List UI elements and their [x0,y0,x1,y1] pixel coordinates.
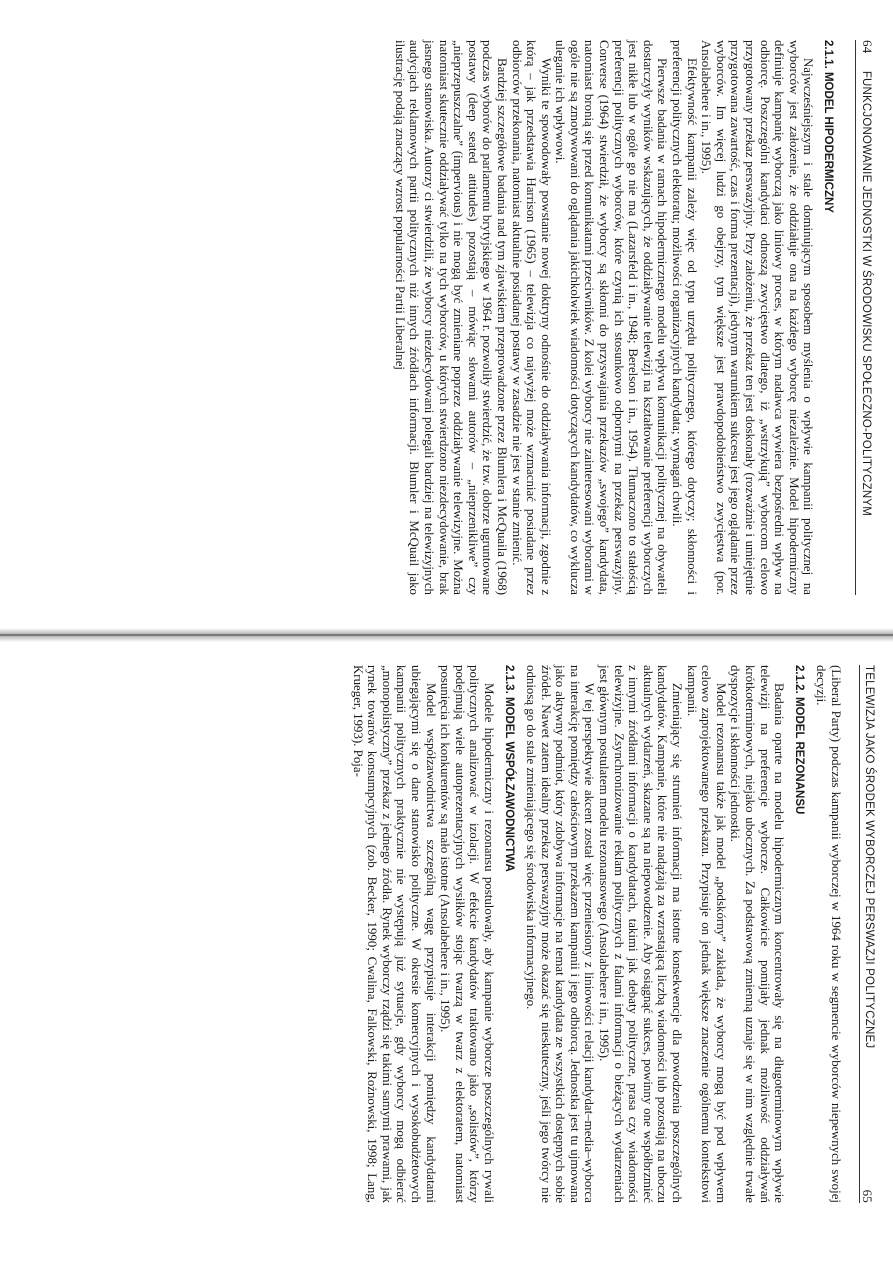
resonance-paragraph-2: Model rezonansu także jak model „podskórny” zakłada, że wyborcy mogą być pod wpływem celowo zaprojektowanego przekazu. Przypisuje on jednak większe znaczenie ogólnemu kontekstowi kampanii. [684,665,728,1203]
competition-paragraph-2: Model współzawodnictwa szczególną wagę przypisuje interakcji pomiędzy kandydatami ubiegającymi się o dane stanowisko polityczne. W okresie komercyjnych i wysokobudżetowych kampanii politycznych praktycznie nie występują już sytuacje, gdy wyborcy mogą odbierać „monopolistyczny” przekaz z jednego źródła. Rynek wyborczy rządzi się takimi samymi prawami, jak rynek towarów konsumpcyjnych (zob. Becker, 1990; Cwalina, Falkowski, Rożnowski, 1998; Lang, Krueger, 1993). Poja- [350,665,438,1203]
left-paragraph-4: Wyniki te spowodowały powstanie nowej doktryny odnośnie do oddziaływania informacji, zgodnie z którą – jak przedstawia Harrison (1965) – telewizja co najwyżej może wzmacniać posiadane przez odbiorców przekonania, natomiast aktualnie posiadanej postawy w zasadzie nie jest w stanie zmienić. [509,40,553,595]
section-heading-hypodermic: 2.1.1. MODEL HIPODERMICZNY [822,40,834,213]
section-heading-competition: 2.1.3. MODEL WSPÓŁZAWODNICTWA [502,665,515,872]
left-paragraph-3: Pierwsze badania w ramach hipodermicznego modelu wpływu komunikacji politycznej na obywateli dostarczyły wyników wskazujących, że oddziaływanie telewizji na kształtowanie preferencji wyborczych jest nikłe lub w ogóle go nie ma (Lazarsfeld i in., 1948; Berelson i in., 1954). Tłumaczono to stałością preferencji politycznych wyborców, które czynią ich stosunkowo odpornymi na przekaz perswazyjny. Converse (1964) stwierdził, że wyborcy są skłonni do przyswajania przekazów „swojego” kandydata, natomiast bronią się przed komunikatami przeciwników. Z kolei wyborcy nie zainteresowani wyborami w ogóle nie są zmotywowani do oglądania jakichkolwiek wiadomości dotyczących kandydatów, co wyklucza uleganie ich wpływowi. [553,40,670,595]
section-heading-resonance: 2.1.2. MODEL REZONANSU [792,665,805,815]
book-gutter [0,628,893,642]
right-running-head [859,665,875,1203]
left-running-head-text: FUNKCJONOWANIE JEDNOSTKI W ŚRODOWISKU SPOŁECZNO-POLITYCZNYM [860,70,872,517]
competition-paragraph-1: Modele hipodermiczny i rezonansu postulowały, aby kampanie wyborcze poszczególnych rywali politycznych analizować w izolacji. W efekcie kandydatów traktowano jako „solistów”, którzy podejmują wiele autoprezentacyjnych wysiłków stojąc twarzą w twarz z elektoratem, natomiast posunięcia ich konkurentów są mało istotne (Ansolabehere i in., 1995). [438,665,496,1203]
left-page [0,0,893,625]
resonance-paragraph-3: Zmieniający się strumień informacji ma istotne konsekwencje dla powodzenia poszczególnych kandydatów. Kampanie, które nie nadążają za wzrastającą liczbą wiadomości lub pozostają na uboczu aktualnych wydarzeń, skazane są na niepowodzenie. Aby osiągnąć sukces, powinny one współbrzmieć z innymi źródłami informacji o kandydatach, takimi jak debaty polityczne, prasa czy wiadomości telewizyjne. Zsynchronizowanie reklam politycznych z falami informacji o bieżących wydarzeniach jest głównym postulatem modelu rezonansowego (Ansolabehere i in., 1995). [597,665,685,1203]
resonance-paragraph-1: Badania oparte na modelu hipodermicznym koncentrowały się na długoterminowym wpływie telewizji na preferencje wyborcze. Całkowicie pomijały jednak możliwość oddziaływań krótkoterminowych, niejako ubocznych. Za podstawową zmienną uznaje się w nim względnie trwałe dyspozycje i skłonności jednostki. [728,665,787,1203]
right-page-body [350,665,843,1203]
left-paragraph-5: Bardziej szczegółowe badania nad tym zjawiskiem przeprowadzone przez Blumlera i McQuaila (1968) podczas wyborów do parlamentu brytyjskiego w 1964 r. pozwoliły stwierdzić, że tzw. dobrze ugruntowane postawy (deep seated attitudes) pozostają – mówiąc słowami autorów – „nieprzenikliwe” czy „nieprzepuszczalne” (impervious) i nie mogą być zmieniane poprzez oddziaływanie telewizyjne. Można natomiast skutecznie oddziaływać tylko na tych wyborców, u których stwierdzono niezdecydowanie, brak jasnego stanowiska. Autorzy ci stwierdzili, że wyborcy niezdecydowani polegali bardziej na telewizyjnych audycjach reklamowych partii politycznych niż innych źródłach informacji. Blumler i McQuail jako ilustrację podają znaczący wzrost popularności Partii Liberalnej [392,40,509,595]
left-page-number: 64 [860,40,875,54]
left-paragraph-1: Najwcześniejszym i stale dominującym sposobem myślenia o wpływie kampanii politycznej na wyborców jest założenie, że oddziałuje ona na każdego wyborcę niezależnie. Model hipodermiczny definiuje kampanię wyborczą jako liniowy proces, w którym nadawca wywiera bezpośredni wpływ na odbiorcę. Poszczególni kandydaci odnoszą zwycięstwo dlatego, iż „wstrzykują” wyborcom celowo przygotowany przekaz perswazyjny. Przy założeniu, że przekaz ten jest doskonały (rozważnie i umiejętnie przygotowana zawartość, czas i forma prezentacji), jedynym warunkiem sukcesu jest jego oglądanie przez wyborców. Im więcej ludzi go obejrzy, tym większe jest prawdopodobieństwo zwycięstwa (por. Ansolabehere i in., 1995). [699,40,816,595]
resonance-paragraph-4: W tej perspektywie akcent został więc przeniesiony z liniowości relacji kandydat–media–wyborca na interakcję pomiędzy całościowym przekazem kampanii i jego odbiorcą. Jednostka jest tu ujmowana jako aktywny podmiot, który zdobywa informacje na temat kandydata ze wszystkich dostępnych sobie źródeł. Nawet zatem idealny przekaz perswazyjny może okazać się nieskuteczny, jeśli jego twórcy nie odniosą go do stale zmieniającego się środowiska informacyjnego. [524,665,597,1203]
right-running-head-text: TELEWIZJA JAKO ŚRODEK WYBORCZEJ PERSWAZJI POLITYCZNEJ [863,665,875,1049]
left-page-body [392,40,843,595]
continuation-paragraph: (Liberal Party) podczas kampanii wyborczej w 1964 roku w segmencie wyborców niepewnych swojej decyzji. [814,665,843,1203]
right-page [0,645,893,1263]
left-running-head [855,40,875,595]
right-page-number: 65 [860,1189,875,1203]
left-paragraph-2: Efektywność kampanii zależy więc od typu urzędu politycznego, którego dotyczy; skłonności i preferencji politycznych elektoratu; możliwości organizacyjnych kandydata; wymagań chwili. [670,40,699,595]
